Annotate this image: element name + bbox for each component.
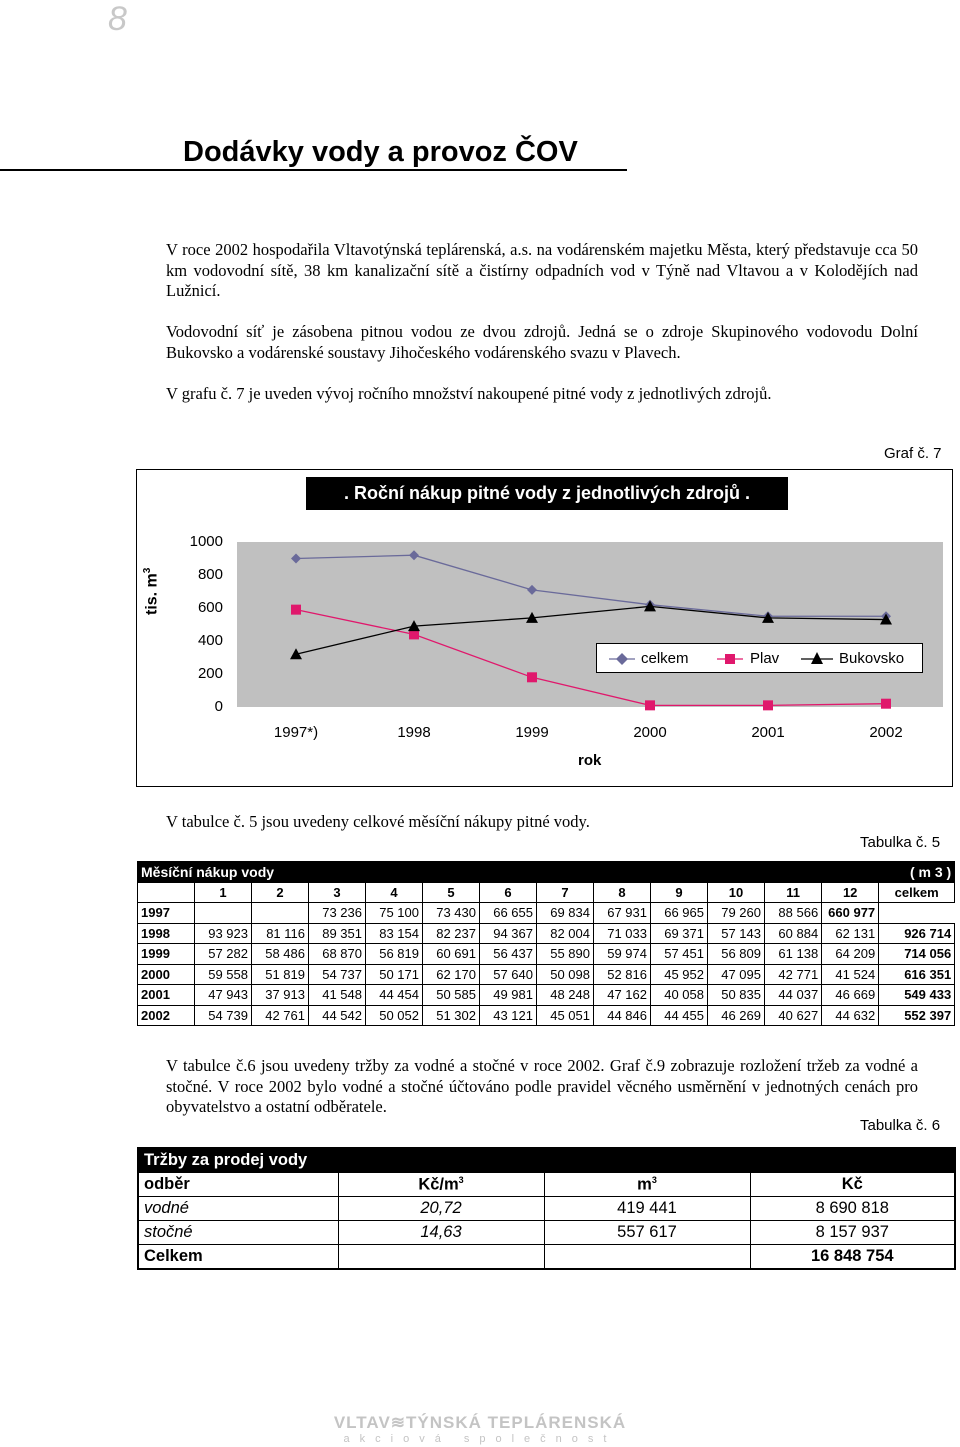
table5-cell: 71 033 [594,923,651,944]
legend-marker-plav [725,654,735,664]
table5-cell: 42 771 [765,964,822,985]
table6-header-c2-text: Kč/m [418,1175,459,1194]
y-axis-label-sup: 3 [142,567,153,574]
table6-cell: 14,63 [338,1221,544,1245]
table5-cell: 50 171 [366,964,423,985]
table-row [138,903,955,924]
table5-column-header: 9 [651,882,708,903]
table5-cell: 89 351 [309,923,366,944]
data-point-plav [527,672,537,682]
table5-cell: 58 486 [252,944,309,965]
table5-cell: 47 162 [594,985,651,1006]
table5-cell: 59 558 [195,964,252,985]
table5-cell: 37 913 [252,985,309,1006]
table5-column-header: 7 [537,882,594,903]
table5-cell: 73 236 [309,903,366,924]
table6-cell-empty [544,1245,750,1270]
table5-column-header: celkem [879,882,955,903]
page-title: Dodávky vody a provoz ČOV [183,136,578,168]
data-point-plav [881,699,891,709]
table6-header-c3-text: m [637,1175,652,1194]
footer-brand-logo: VLTAV≋TÝNSKÁ TEPLÁRENSKÁ [333,1413,627,1432]
table5-cell: 75 100 [366,903,423,924]
table5-cell: 44 037 [765,985,822,1006]
table5-cell: 49 981 [480,985,537,1006]
table5-cell: 52 816 [594,964,651,985]
table5-cell: 82 237 [423,923,480,944]
table6-header-c2-sup: 3 [458,1174,464,1185]
table5-cell: 1999 [138,944,195,965]
y-tick-label: 600 [197,599,223,616]
table6-cell: 20,72 [338,1197,544,1221]
table6-row-vodne [138,1197,955,1221]
table5-cell: 2002 [138,1005,195,1026]
table6-cell-empty [338,1245,544,1270]
legend-label-celkem: celkem [641,650,689,667]
table6-cell: stočné [138,1221,338,1245]
table5-cell: 47 095 [708,964,765,985]
table5-cell: 45 952 [651,964,708,985]
table5-cell: 62 131 [822,923,879,944]
series-line-celkem [296,555,886,616]
legend-label-bukovsko: Bukovsko [839,650,905,667]
table6-total-row [138,1245,955,1270]
table5-cell: 2000 [138,964,195,985]
table6-cell: vodné [138,1197,338,1221]
table5-cell: 54 739 [195,1005,252,1026]
table5-cell: 57 451 [651,944,708,965]
y-tick-label: 200 [197,665,223,682]
table6-title-row [138,1148,955,1173]
table5-cell: 552 397 [879,1005,955,1026]
revenue-table [137,1147,956,1270]
table5-title: Měsíční nákup vody [138,862,822,883]
table5-cell: 69 371 [651,923,708,944]
table5-cell: 44 454 [366,985,423,1006]
legend-label-plav: Plav [750,650,780,667]
table6-cell: 419 441 [544,1197,750,1221]
table6-row-stocne [138,1221,955,1245]
table5-cell: 45 051 [537,1005,594,1026]
table6-cell: 557 617 [544,1221,750,1245]
table5-cell [252,903,309,924]
table5-cell: 81 116 [252,923,309,944]
table5-column-header: 6 [480,882,537,903]
table5-cell: 94 367 [480,923,537,944]
table5-column-header: 2 [252,882,309,903]
table5-cell: 47 943 [195,985,252,1006]
x-tick-label: 1997*) [273,724,319,741]
table-row [138,923,955,944]
y-tick-label: 0 [214,698,223,715]
x-tick-label: 1999 [515,724,549,741]
table6-total-label: Celkem [138,1245,338,1270]
table5-cell: 88 566 [765,903,822,924]
table5-cell: 42 761 [252,1005,309,1026]
x-tick-label: 2000 [633,724,667,741]
table-row [138,944,955,965]
table5-column-header: 10 [708,882,765,903]
y-tick-label: 1000 [189,533,223,550]
table5-cell: 46 269 [708,1005,765,1026]
table5-cell [195,903,252,924]
paragraph-intro: V roce 2002 hospodařila Vltavotýnská teplárenská, a.s. na vodárenském majetku Města, který představuje cca 50 km vodovodní sítě, 38 km kanalizační sítě a čistírny odpadních vod v Týně nad Vltavou a v Kolodějích nad Lužnicí. [166,240,918,300]
table-row [138,985,955,1006]
legend-marker-bukovsko [811,652,823,664]
table5-cell: 82 004 [537,923,594,944]
table6-cell: 8 690 818 [750,1197,955,1221]
table6-cell: 8 157 937 [750,1221,955,1245]
table5-cell: 660 977 [822,903,879,924]
table-row [138,1005,955,1026]
table5-cell: 926 714 [879,923,955,944]
table5-cell: 40 627 [765,1005,822,1026]
table5-cell: 44 542 [309,1005,366,1026]
table5-cell: 50 052 [366,1005,423,1026]
data-point-celkem [291,554,301,564]
y-tick-label: 800 [197,566,223,583]
data-point-celkem [527,585,537,595]
table5-column-header: 8 [594,882,651,903]
table5-cell: 60 691 [423,944,480,965]
x-tick-label: 1998 [397,724,431,741]
table5-column-header-row [138,882,955,903]
paragraph-table6-ref: V tabulce č.6 jsou uvedeny tržby za vodné a stočné v roce 2002. Graf č.9 zobrazuje rozložení tržeb za vodné a stočné. V roce 2002 bylo vodné a stočné účtováno podle pravidel věcného usměrnění v jednotných cenách pro obyvatelstvo a ostatní odběratele. [166,1056,918,1116]
y-axis-label-text: tis. m [143,573,161,615]
table5-cell: 51 302 [423,1005,480,1026]
table6-header-c3 [544,1173,750,1197]
table5-title-row [138,862,955,883]
table5-cell: 549 433 [879,985,955,1006]
table6-label: Tabulka č. 6 [860,1117,941,1134]
data-point-plav [291,605,301,615]
table5-cell: 44 632 [822,1005,879,1026]
table5-cell: 44 846 [594,1005,651,1026]
paragraph-table5-ref: V tabulce č. 5 jsou uvedeny celkové měsíční nákupy pitné vody. [166,812,590,831]
legend-marker-celkem [616,653,628,665]
table5-cell: 69 834 [537,903,594,924]
table5-cell: 44 455 [651,1005,708,1026]
table5-cell: 66 965 [651,903,708,924]
table5-cell: 93 923 [195,923,252,944]
table5-cell: 57 143 [708,923,765,944]
table5-cell: 66 655 [480,903,537,924]
table5-cell: 64 209 [822,944,879,965]
table6-header-row [138,1173,955,1197]
table5-column-header: 11 [765,882,822,903]
table5-cell: 1997 [138,903,195,924]
table5-cell: 67 931 [594,903,651,924]
x-tick-label: 2001 [751,724,785,741]
table5-column-header: 3 [309,882,366,903]
table5-cell: 73 430 [423,903,480,924]
table5-cell: 46 669 [822,985,879,1006]
table5-cell: 56 437 [480,944,537,965]
table5-label: Tabulka č. 5 [860,834,941,851]
table5-cell: 40 058 [651,985,708,1006]
table5-cell: 48 248 [537,985,594,1006]
table5-cell: 79 260 [708,903,765,924]
table5-cell: 41 524 [822,964,879,985]
graph-label: Graf č. 7 [884,445,942,462]
table5-column-header: 12 [822,882,879,903]
table5-cell: 50 835 [708,985,765,1006]
table5-cell: 83 154 [366,923,423,944]
table6-header-c2 [338,1173,544,1197]
table5-cell: 56 819 [366,944,423,965]
monthly-purchase-table [137,861,955,1026]
table5-cell: 55 890 [537,944,594,965]
table5-column-header: 1 [195,882,252,903]
page-number: 8 [108,0,127,38]
table5-cell: 62 170 [423,964,480,985]
table-row [138,964,955,985]
table5-cell: 43 121 [480,1005,537,1026]
data-point-plav [763,700,773,710]
table6-title: Tržby za prodej vody [138,1148,955,1173]
table5-column-header [138,882,195,903]
table5-cell: 41 548 [309,985,366,1006]
table6-total-value: 16 848 754 [750,1245,955,1270]
table5-cell: 2001 [138,985,195,1006]
table5-cell: 54 737 [309,964,366,985]
table5-column-header: 5 [423,882,480,903]
table6-header-c1: odběr [138,1173,338,1197]
chart-legend [596,643,923,673]
table5-unit: ( m 3 ) [822,862,955,883]
footer-brand-subtitle: akciová společnost [343,1433,617,1445]
table5-cell: 50 098 [537,964,594,985]
data-point-bukovsko [644,600,656,611]
table5-cell: 57 640 [480,964,537,985]
table5-cell: 61 138 [765,944,822,965]
paragraph-graph-ref: V grafu č. 7 je uveden vývoj ročního množství nakoupené pitné vody z jednotlivých zdrojů. [166,384,772,403]
table6-header-c4: Kč [750,1173,955,1197]
chart-title: . Roční nákup pitné vody z jednotlivých zdrojů . [306,477,788,510]
table5-cell: 616 351 [879,964,955,985]
table5-cell: 714 056 [879,944,955,965]
x-tick-label: 2002 [869,724,903,741]
data-point-celkem [409,550,419,560]
table5-cell: 59 974 [594,944,651,965]
data-point-plav [645,700,655,710]
table5-cell: 50 585 [423,985,480,1006]
table5-column-header: 4 [366,882,423,903]
table5-cell: 51 819 [252,964,309,985]
table6-header-c3-sup: 3 [651,1174,657,1185]
paragraph-sources: Vodovodní síť je zásobena pitnou vodou ze dvou zdrojů. Jedná se o zdroje Skupinového vodovodu Dolní Bukovsko a vodárenské soustavy Jihočeského vodárenského svazu v Plavech. [166,322,918,362]
table5-cell: 68 870 [309,944,366,965]
table5-cell: 57 282 [195,944,252,965]
table5-cell: 1998 [138,923,195,944]
table5-cell: 60 884 [765,923,822,944]
x-axis-label: rok [578,752,602,769]
y-tick-label: 400 [197,632,223,649]
table5-cell: 56 809 [708,944,765,965]
